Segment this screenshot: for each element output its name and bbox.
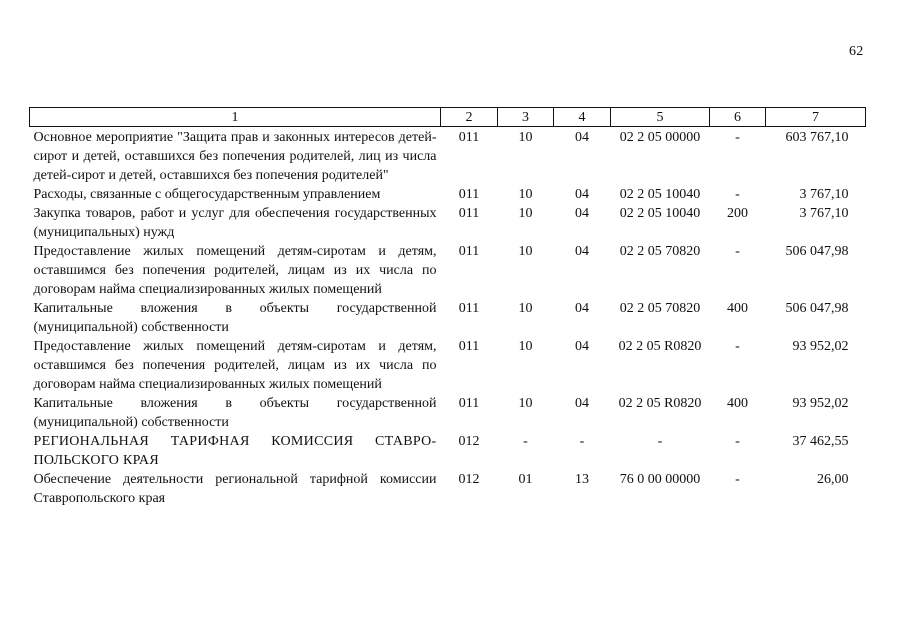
row-expense-type: - (735, 244, 740, 259)
row-section-code: 10 (518, 396, 533, 411)
row-ministry-code: 011 (458, 244, 480, 259)
row-name: Капитальные вложения в объекты государственной (муниципальной) собственности (33, 301, 437, 335)
table-row (30, 242, 866, 299)
row-amount: 3 767,10 (799, 187, 849, 202)
row-ministry-code: 011 (458, 301, 480, 316)
row-name: Обеспечение деятельности региональной тарифной комиссии Ставропольского края (33, 472, 437, 506)
table-header (30, 108, 866, 127)
row-name: РЕГИОНАЛЬНАЯ ТАРИФНАЯ КОМИССИЯ СТАВРО-ПОЛЬСКОГО КРАЯ (33, 434, 437, 468)
row-subsection-code: 04 (575, 187, 589, 202)
row-target-code: 02 2 05 10040 (619, 206, 701, 221)
row-name: Основное мероприятие "Защита прав и законных интересов детей-сирот и детей, оставшихся без попечения родителей, лиц из числа детей-сирот и детей, оставшихся без попечения родителей" (33, 130, 437, 183)
header-col-5: 5 (611, 108, 710, 127)
row-amount: 26,00 (817, 472, 849, 487)
row-ministry-code: 012 (458, 434, 480, 449)
header-col-3: 3 (498, 108, 554, 127)
page-number: 62 (849, 44, 864, 59)
row-target-code: 02 2 05 R0820 (618, 396, 702, 411)
table-body (30, 127, 866, 509)
row-amount: 506 047,98 (785, 244, 849, 259)
row-subsection-code: 04 (575, 206, 589, 221)
row-section-code: 10 (518, 244, 533, 259)
table-row (30, 432, 866, 470)
row-subsection-code: 13 (575, 472, 589, 487)
table-row (30, 394, 866, 432)
row-target-code: 02 2 05 R0820 (618, 339, 702, 354)
row-ministry-code: 011 (458, 187, 480, 202)
header-col-7: 7 (766, 108, 866, 127)
row-subsection-code: 04 (575, 339, 589, 354)
row-subsection-code: - (579, 434, 585, 449)
table-row (30, 185, 866, 204)
row-section-code: 10 (518, 130, 533, 145)
row-ministry-code: 011 (458, 396, 480, 411)
table-row (30, 299, 866, 337)
header-col-2: 2 (441, 108, 498, 127)
header-col-4: 4 (554, 108, 611, 127)
row-ministry-code: 011 (458, 206, 480, 221)
row-expense-type: - (735, 339, 740, 354)
row-amount: 93 952,02 (792, 396, 849, 411)
table-row (30, 470, 866, 508)
header-row (30, 108, 866, 127)
row-target-code: 02 2 05 10040 (619, 187, 701, 202)
row-target-code: 02 2 05 70820 (619, 244, 701, 259)
row-section-code: - (523, 434, 528, 449)
row-subsection-code: 04 (575, 396, 589, 411)
row-section-code: 10 (518, 339, 533, 354)
row-amount: 603 767,10 (785, 130, 849, 145)
budget-table (29, 107, 866, 508)
row-target-code: 02 2 05 70820 (619, 301, 701, 316)
row-section-code: 10 (518, 206, 533, 221)
row-amount: 37 462,55 (792, 434, 849, 449)
row-expense-type: - (735, 434, 740, 449)
row-subsection-code: 04 (575, 301, 589, 316)
row-ministry-code: 012 (458, 472, 480, 487)
row-name: Предоставление жилых помещений детям-сиротам и детям, оставшимся без попечения родителей, лицам из их числа по договорам найма специализированных жилых помещений (33, 244, 437, 297)
row-section-code: 10 (518, 301, 533, 316)
row-amount: 506 047,98 (785, 301, 849, 316)
row-expense-type: 200 (727, 206, 748, 221)
table-row (30, 127, 866, 186)
row-target-code: 76 0 00 00000 (619, 472, 701, 487)
header-col-1: 1 (30, 108, 441, 127)
row-name: Закупка товаров, работ и услуг для обеспечения государственных (муниципальных) нужд (33, 206, 437, 240)
table-row (30, 337, 866, 394)
row-subsection-code: 04 (575, 130, 589, 145)
table-row (30, 204, 866, 242)
row-section-code: 10 (518, 187, 533, 202)
row-subsection-code: 04 (575, 244, 589, 259)
row-name: Расходы, связанные с общегосударственным управлением (33, 187, 381, 202)
row-name: Капитальные вложения в объекты государственной (муниципальной) собственности (33, 396, 437, 430)
row-target-code: - (657, 434, 663, 449)
row-expense-type: 400 (727, 396, 748, 411)
row-expense-type: - (735, 187, 740, 202)
row-section-code: 01 (518, 472, 533, 487)
row-amount: 93 952,02 (792, 339, 849, 354)
row-expense-type: - (735, 130, 740, 145)
row-name: Предоставление жилых помещений детям-сиротам и детям, оставшимся без попечения родителей, лицам из их числа по договорам найма специализированных жилых помещений (33, 339, 437, 392)
row-target-code: 02 2 05 00000 (619, 130, 701, 145)
row-ministry-code: 011 (458, 130, 480, 145)
row-expense-type: 400 (727, 301, 748, 316)
row-amount: 3 767,10 (799, 206, 849, 221)
header-col-6: 6 (710, 108, 766, 127)
row-ministry-code: 011 (458, 339, 480, 354)
row-expense-type: - (735, 472, 740, 487)
